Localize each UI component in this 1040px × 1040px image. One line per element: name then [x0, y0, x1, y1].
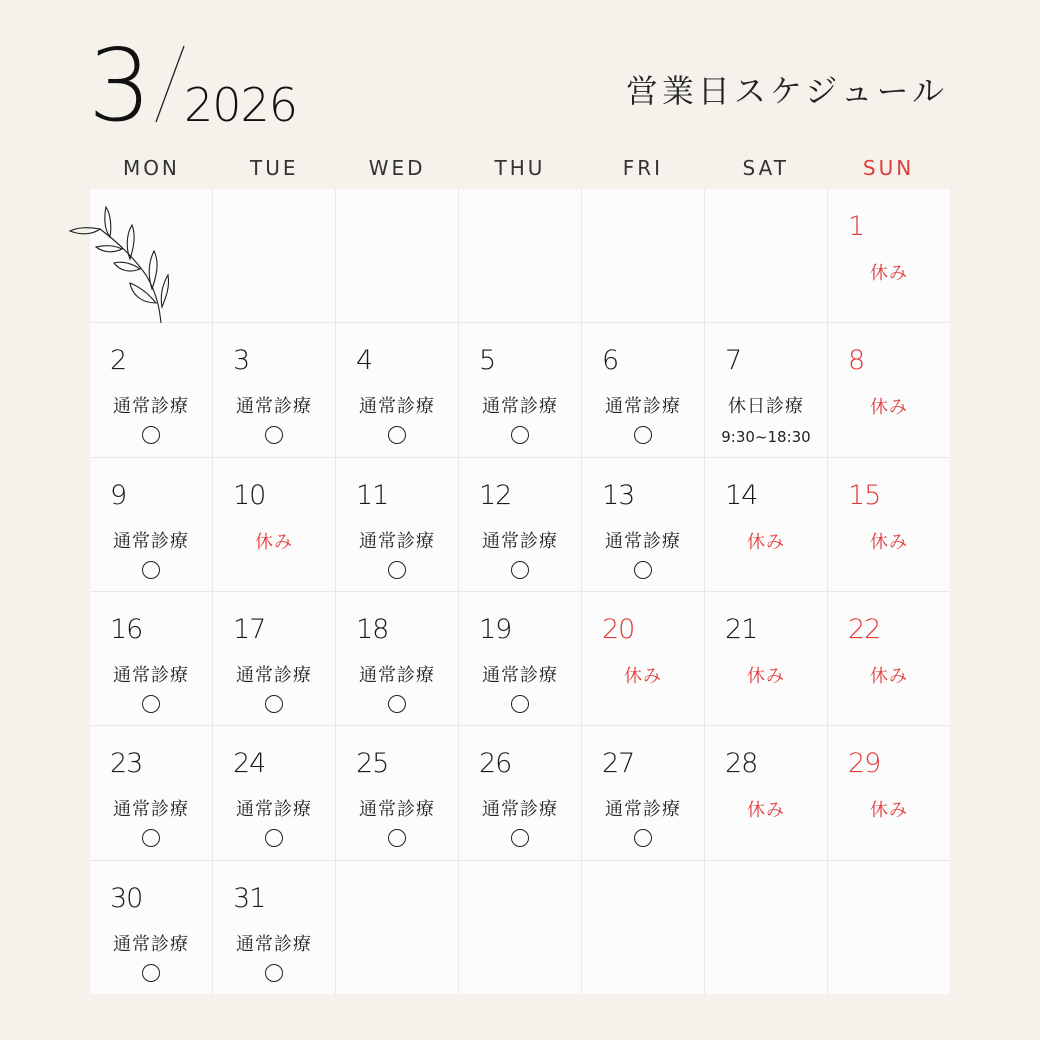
day-number: 28	[725, 748, 758, 780]
clinic-status-label: 通常診療	[359, 396, 435, 418]
day-number: 2	[110, 345, 127, 377]
clinic-status-label: 通常診療	[605, 530, 681, 552]
day-cell	[828, 458, 950, 591]
clinic-status-label: 通常診療	[605, 396, 681, 418]
clinic-status-label: 通常診療	[605, 799, 681, 821]
circle-icon	[142, 561, 160, 579]
day-number: 12	[479, 479, 512, 511]
day-cell	[705, 726, 827, 859]
weekday-sat: SAT	[742, 156, 789, 180]
clinic-status-label: 通常診療	[359, 664, 435, 686]
clinic-status-label: 通常診療	[236, 664, 312, 686]
day-number: 15	[848, 479, 881, 511]
clinic-status-label: 通常診療	[113, 664, 189, 686]
day-cell	[705, 458, 827, 591]
empty-cell	[336, 189, 458, 322]
leaf-branch-icon	[66, 203, 176, 343]
closed-label: 休み	[747, 800, 785, 822]
day-cell	[459, 458, 581, 591]
day-number: 20	[602, 613, 635, 645]
day-cell	[213, 458, 335, 591]
clinic-status-label: 通常診療	[359, 530, 435, 552]
day-number: 16	[110, 613, 143, 645]
day-number: 14	[725, 479, 758, 511]
day-number: 25	[356, 748, 389, 780]
closed-label: 休み	[870, 397, 908, 419]
circle-icon	[388, 695, 406, 713]
closed-label: 休み	[870, 263, 908, 284]
circle-icon	[388, 829, 406, 847]
circle-icon	[511, 829, 529, 847]
day-number: 7	[725, 345, 742, 377]
day-cell	[90, 458, 212, 591]
empty-cell	[705, 861, 827, 994]
day-cell	[582, 458, 704, 591]
circle-icon	[142, 695, 160, 713]
clinic-status-label: 通常診療	[113, 396, 189, 418]
day-cell	[582, 592, 704, 725]
clinic-status-label: 通常診療	[113, 799, 189, 821]
day-cell	[828, 189, 950, 322]
circle-icon	[634, 561, 652, 579]
day-number: 18	[356, 613, 389, 645]
empty-cell	[459, 189, 581, 322]
day-number: 26	[479, 748, 512, 780]
circle-icon	[388, 561, 406, 579]
circle-icon	[634, 426, 652, 444]
year: 2026	[184, 78, 298, 132]
clinic-status-label: 休日診療	[728, 396, 804, 418]
closed-label: 休み	[870, 800, 908, 822]
day-number: 6	[602, 345, 619, 377]
day-cell	[828, 323, 950, 456]
empty-cell	[582, 189, 704, 322]
closed-label: 休み	[870, 665, 908, 687]
clinic-status-label: 通常診療	[482, 530, 558, 552]
day-number: 1	[848, 211, 865, 242]
day-number: 4	[356, 345, 373, 377]
day-cell	[90, 726, 212, 859]
day-number: 23	[110, 748, 143, 780]
weekday-header	[90, 156, 950, 180]
circle-icon	[388, 426, 406, 444]
circle-icon	[265, 829, 283, 847]
circle-icon	[265, 695, 283, 713]
closed-label: 休み	[624, 665, 662, 687]
day-number: 22	[848, 613, 881, 645]
day-number: 8	[848, 345, 865, 377]
day-number: 24	[233, 748, 266, 780]
closed-label: 休み	[747, 665, 785, 687]
closed-label: 休み	[870, 531, 908, 553]
day-number: 11	[356, 479, 389, 511]
day-cell	[705, 592, 827, 725]
day-number: 27	[602, 748, 635, 780]
circle-icon	[265, 964, 283, 982]
weekday-tue: TUE	[250, 156, 299, 180]
empty-cell	[828, 861, 950, 994]
day-cell	[705, 323, 827, 456]
day-number: 21	[725, 613, 758, 645]
clinic-status-label: 通常診療	[236, 933, 312, 955]
circle-icon	[634, 829, 652, 847]
clinic-hours: 9:30~18:30	[721, 428, 811, 447]
closed-label: 休み	[255, 531, 293, 553]
day-number: 30	[110, 882, 143, 914]
day-cell	[213, 861, 335, 994]
clinic-status-label: 通常診療	[482, 396, 558, 418]
day-cell	[213, 592, 335, 725]
weekday-mon: MON	[122, 156, 180, 180]
empty-cell	[213, 189, 335, 322]
calendar-grid	[90, 189, 950, 994]
page-title: 営業日スケジュール	[625, 72, 948, 110]
day-number: 10	[233, 479, 266, 511]
day-cell	[336, 726, 458, 859]
empty-cell	[582, 861, 704, 994]
circle-icon	[142, 426, 160, 444]
month-number: 3	[88, 27, 152, 144]
weekday-thu: THU	[494, 156, 546, 180]
day-cell	[213, 323, 335, 456]
day-number: 29	[848, 748, 881, 780]
clinic-status-label: 通常診療	[359, 799, 435, 821]
clinic-status-label: 通常診療	[113, 933, 189, 955]
day-number: 13	[602, 479, 635, 511]
circle-icon	[142, 829, 160, 847]
day-cell	[90, 861, 212, 994]
day-number: 17	[233, 613, 266, 645]
weekday-fri: FRI	[622, 156, 663, 180]
circle-icon	[511, 561, 529, 579]
day-cell	[213, 726, 335, 859]
empty-cell	[705, 189, 827, 322]
clinic-status-label: 通常診療	[482, 664, 558, 686]
day-number: 5	[479, 345, 496, 377]
circle-icon	[511, 426, 529, 444]
day-cell	[582, 323, 704, 456]
day-cell	[336, 323, 458, 456]
circle-icon	[265, 426, 283, 444]
day-cell	[336, 592, 458, 725]
day-cell	[459, 323, 581, 456]
empty-cell	[336, 861, 458, 994]
day-cell	[582, 726, 704, 859]
closed-label: 休み	[747, 531, 785, 553]
clinic-status-label: 通常診療	[482, 799, 558, 821]
day-number: 19	[479, 613, 512, 645]
day-cell	[459, 726, 581, 859]
weekday-sun: SUN	[862, 156, 915, 180]
day-cell	[828, 592, 950, 725]
weekday-wed: WED	[368, 156, 426, 180]
circle-icon	[511, 695, 529, 713]
clinic-status-label: 通常診療	[113, 530, 189, 552]
day-cell	[828, 726, 950, 859]
day-number: 31	[233, 882, 266, 914]
day-cell	[90, 323, 212, 456]
circle-icon	[142, 964, 160, 982]
day-number: 3	[233, 345, 250, 377]
clinic-status-label: 通常診療	[236, 799, 312, 821]
day-cell	[336, 458, 458, 591]
clinic-status-label: 通常診療	[236, 396, 312, 418]
day-number: 9	[110, 479, 127, 511]
day-cell	[90, 592, 212, 725]
day-cell	[459, 592, 581, 725]
empty-cell	[90, 189, 212, 322]
empty-cell	[459, 861, 581, 994]
